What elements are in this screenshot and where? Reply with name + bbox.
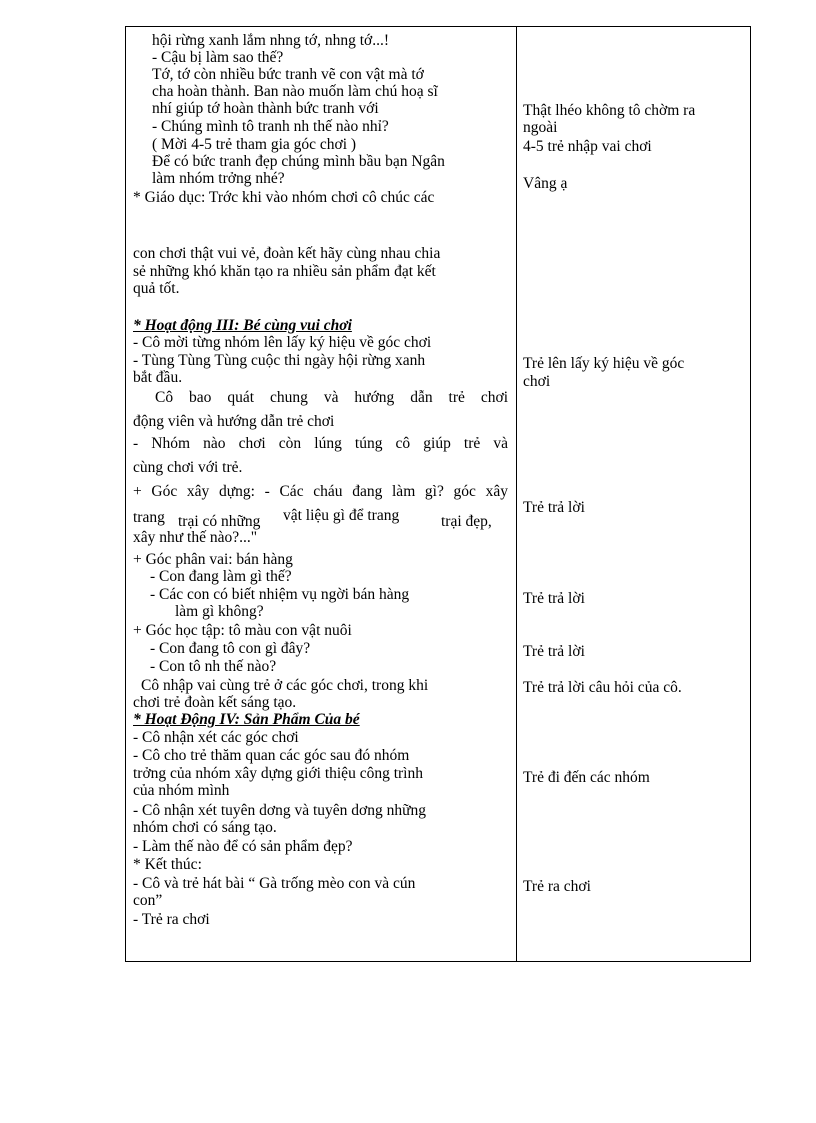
left-line: - Chúng mình tô tranh nh thế nào nhỉ? (152, 118, 389, 135)
left-line: nhóm chơi có sáng tạo. (133, 819, 277, 836)
left-line: hội rừng xanh lắm nhng tớ, nhng tớ...! (152, 32, 390, 49)
left-line: trang (133, 509, 165, 526)
left-line: Cô nhập vai cùng trẻ ở các góc chơi, trong khi (141, 677, 429, 694)
left-line: Tớ, tớ còn nhiều bức tranh vẽ con vật mà tớ (152, 66, 424, 83)
right-line: 4-5 trẻ nhập vai chơi (523, 138, 652, 155)
left-line: + Góc phân vai: bán hàng (133, 551, 293, 568)
left-line: Cô bao quát chung và hướng dẫn trẻ chơi (155, 389, 508, 406)
left-line: - Cô cho trẻ thăm quan các góc sau đó nhóm (133, 747, 410, 764)
right-line: Trẻ trả lời (523, 590, 585, 607)
left-line: cùng chơi với trẻ. (133, 459, 243, 476)
right-line: Trẻ đi đến các nhóm (523, 769, 650, 786)
right-line: ngoài (523, 119, 558, 136)
left-line: + Góc học tập: tô màu con vật nuôi (133, 622, 352, 639)
left-line: * Kết thúc: (133, 856, 202, 873)
left-line-fragment: vật liệu gì để trang (283, 507, 400, 524)
right-line: Trẻ trả lời (523, 499, 585, 516)
left-line: - Cậu bị làm sao thế? (152, 49, 284, 66)
left-line: của nhóm mình (133, 782, 230, 799)
left-line: ( Mời 4-5 trẻ tham gia góc chơi ) (152, 136, 357, 153)
left-line: cha hoàn thành. Ban nào muốn làm chú hoạ sĩ (152, 83, 438, 100)
section-heading: * Hoạt động III: Bé cùng vui chơi (133, 317, 352, 334)
left-line: - Cô nhận xét các góc chơi (133, 729, 299, 746)
left-line: trởng của nhóm xây dựng giới thiệu công trình (133, 765, 423, 782)
left-line: - Tùng Tùng Tùng cuộc thi ngày hội rừng xanh (133, 352, 426, 369)
left-line: - Con tô nh thế nào? (150, 658, 277, 675)
left-line: làm nhóm trởng nhé? (152, 170, 285, 187)
left-line: con” (133, 892, 163, 909)
section-heading: * Hoạt Động IV: Sản Phẩm Của bé (133, 711, 360, 728)
left-line: Để có bức tranh đẹp chúng mình bầu bạn Ngân (152, 153, 445, 170)
left-line: - Cô nhận xét tuyên dơng và tuyên dơng những (133, 802, 426, 819)
left-line: - Con đang tô con gì đây? (150, 640, 311, 657)
lesson-table (125, 26, 751, 962)
right-line: Trẻ trả lời câu hỏi của cô. (523, 679, 682, 696)
column-divider (516, 27, 517, 961)
left-line: con chơi thật vui vẻ, đoàn kết hãy cùng nhau chia (133, 245, 441, 262)
right-line: chơi (523, 373, 551, 390)
left-line: quả tốt. (133, 280, 180, 297)
left-line: làm gì không? (175, 603, 264, 620)
left-line: - Cô và trẻ hát bài “ Gà trống mèo con và cún (133, 875, 416, 892)
left-line: * Giáo dục: Trớc khi vào nhóm chơi cô chúc các (133, 189, 435, 206)
left-line: - Nhóm nào chơi còn lúng túng cô giúp trẻ và (133, 435, 508, 452)
left-line: xây như thế nào?..." (133, 529, 258, 546)
left-line-fragment: trại đẹp, (441, 513, 492, 530)
right-line: Trẻ lên lấy ký hiệu về góc (523, 355, 685, 372)
right-line: Trẻ ra chơi (523, 878, 591, 895)
right-line: Vâng ạ (523, 175, 568, 192)
left-line: bắt đầu. (133, 369, 183, 386)
left-line: - Trẻ ra chơi (133, 911, 210, 928)
left-line: - Làm thế nào để có sản phẩm đẹp? (133, 838, 353, 855)
left-line: + Góc xây dựng: - Các cháu đang làm gì? góc xây (133, 483, 508, 500)
right-line: Trẻ trả lời (523, 643, 585, 660)
left-line: động viên và hướng dẫn trẻ chơi (133, 413, 335, 430)
right-line: Thật lhéo không tô chờm ra (523, 102, 696, 119)
left-line: chơi trẻ đoàn kết sáng tạo. (133, 694, 297, 711)
left-line: nhí giúp tớ hoàn thành bức tranh với (152, 100, 379, 117)
left-line: - Cô mời từng nhóm lên lấy ký hiệu về góc chơi (133, 334, 432, 351)
left-line: - Các con có biết nhiệm vụ ngời bán hàng (150, 586, 410, 603)
left-line: - Con đang làm gì thế? (150, 568, 292, 585)
left-line-fragment: trại có những (178, 513, 261, 530)
left-line: sẻ những khó khăn tạo ra nhiều sản phẩm đạt kết (133, 263, 436, 280)
